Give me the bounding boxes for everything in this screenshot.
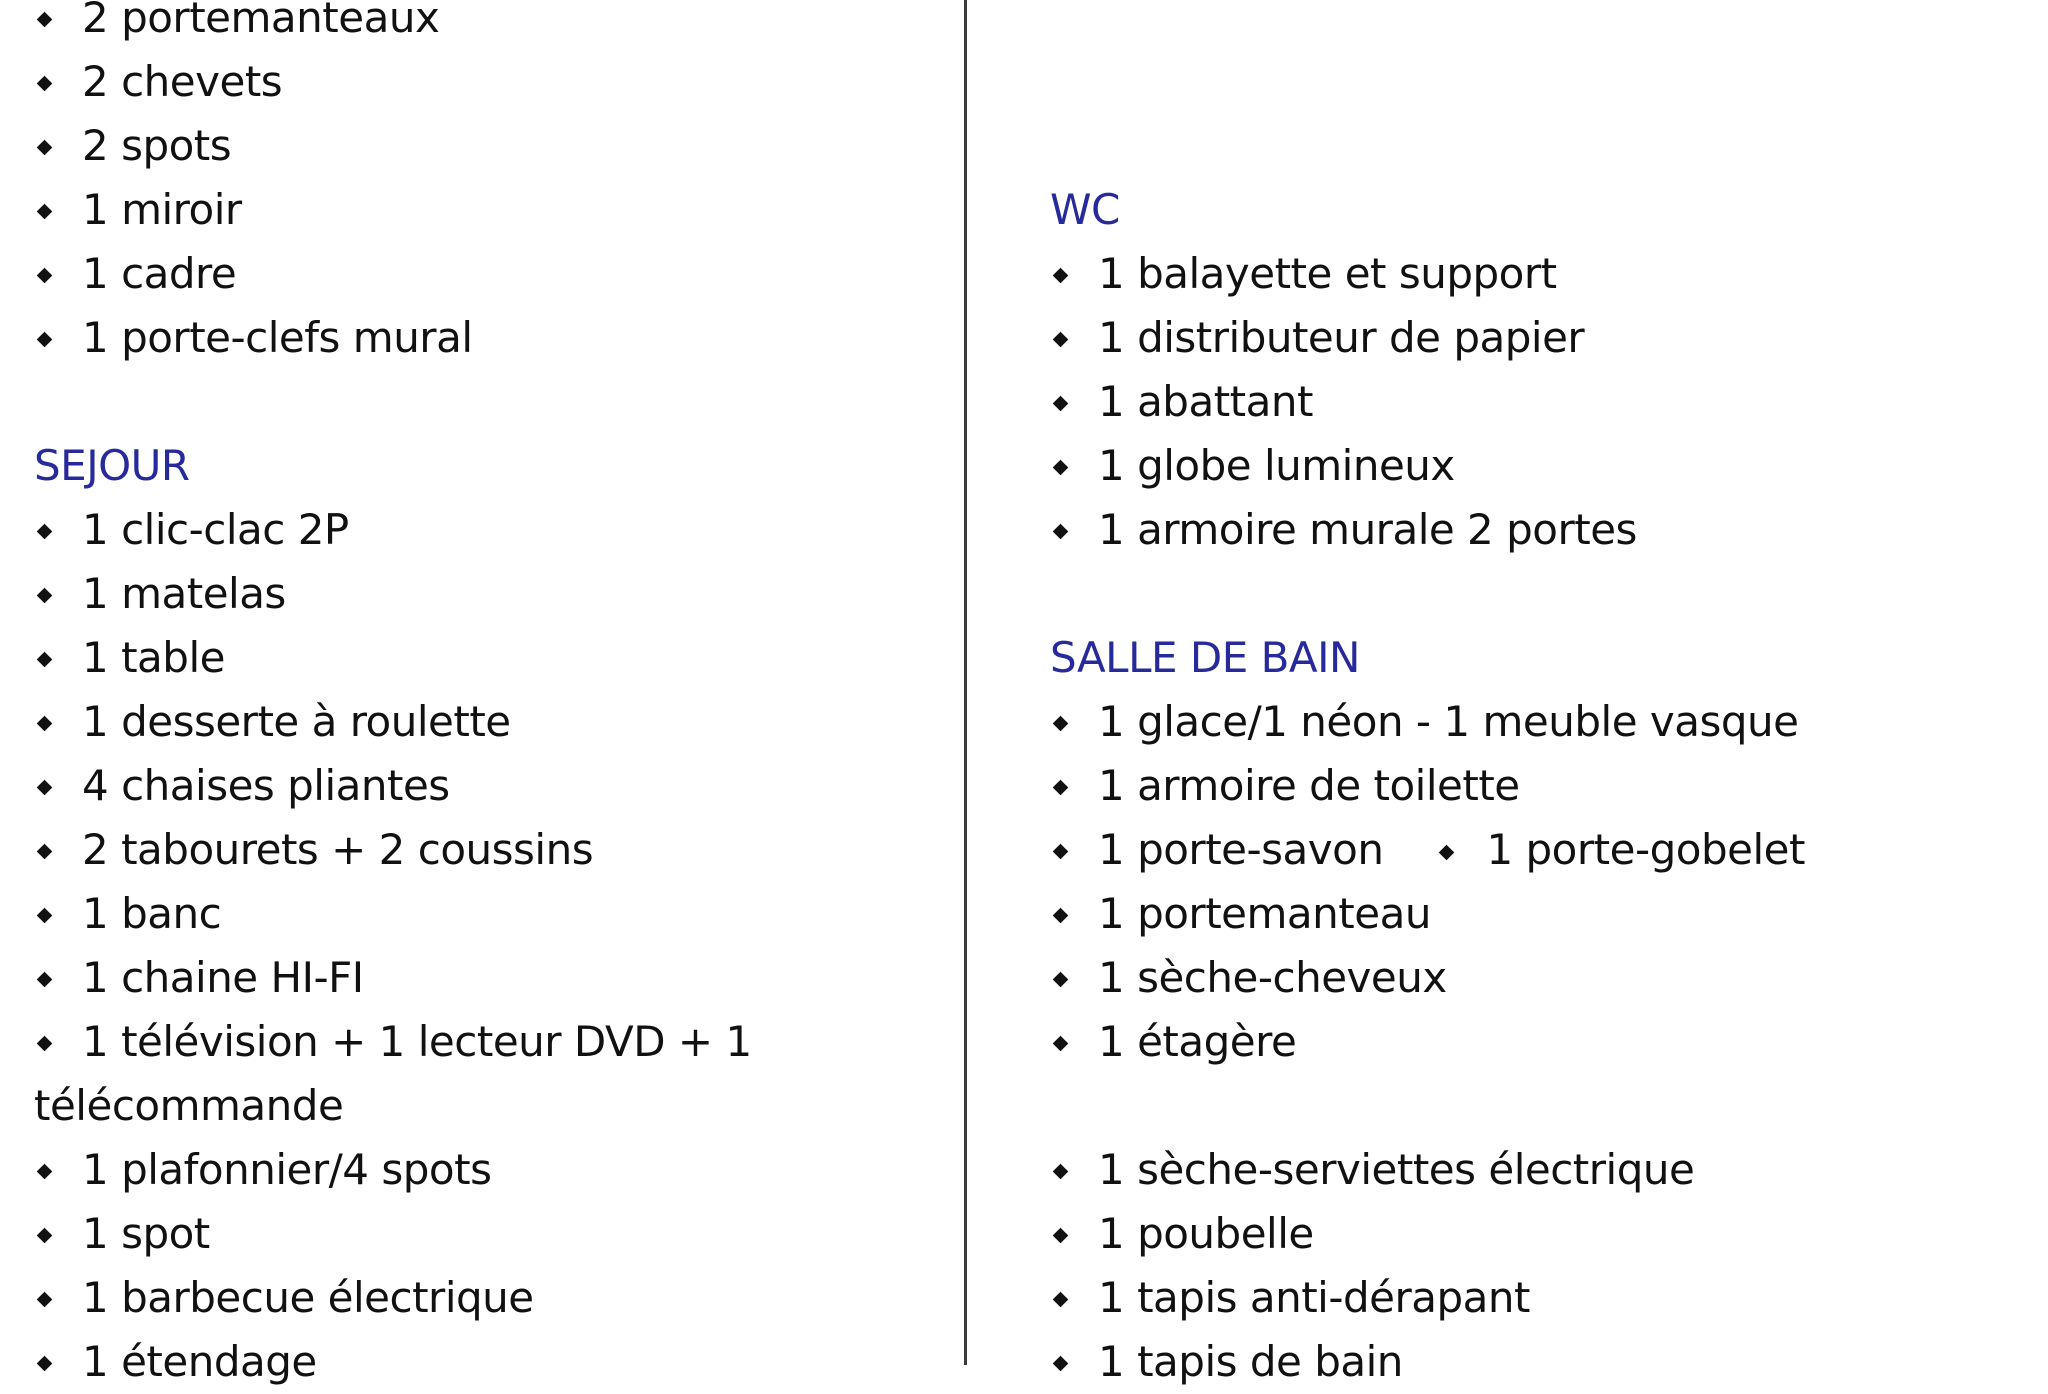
bullet-icon xyxy=(1053,1228,1069,1244)
section-title-salle-de-bain: SALLE DE BAIN xyxy=(1050,633,1360,682)
bullet-icon xyxy=(37,1164,53,1180)
bullet-icon xyxy=(1053,716,1069,732)
bullet-icon xyxy=(37,1356,53,1372)
list-item: 1 sèche-serviettes électrique xyxy=(1050,1138,1694,1202)
bullet-icon xyxy=(37,1036,53,1052)
bullet-icon xyxy=(37,1292,53,1308)
bullet-icon xyxy=(37,1228,53,1244)
list-item: 1 globe lumineux xyxy=(1050,434,1455,498)
list-item: 1 barbecue électrique xyxy=(34,1266,534,1330)
bullet-icon xyxy=(37,140,53,156)
list-item: 4 chaises pliantes xyxy=(34,754,450,818)
list-item-continuation: télécommande xyxy=(34,1081,344,1130)
bullet-icon xyxy=(1053,844,1069,860)
bullet-icon xyxy=(37,716,53,732)
bullet-icon xyxy=(1053,1164,1069,1180)
list-item: 2 chevets xyxy=(34,50,282,114)
bullet-icon xyxy=(1053,908,1069,924)
bullet-icon xyxy=(1439,845,1455,861)
section-title-wc: WC xyxy=(1050,185,1120,234)
bullet-icon xyxy=(1053,1036,1069,1052)
list-item: 1 poubelle xyxy=(1050,1202,1314,1266)
list-item: 1 clic-clac 2P xyxy=(34,498,349,562)
list-item: 1 spot xyxy=(34,1202,210,1266)
list-item: 1 chaine HI-FI xyxy=(34,946,364,1010)
bullet-icon xyxy=(1053,780,1069,796)
list-item: 1 miroir xyxy=(34,178,242,242)
bullet-icon xyxy=(37,12,53,28)
bullet-icon xyxy=(1053,1356,1069,1372)
bullet-icon xyxy=(1053,972,1069,988)
bullet-icon xyxy=(37,76,53,92)
list-item: 1 étendage xyxy=(34,1330,317,1394)
list-item: 1 étagère xyxy=(1050,1010,1296,1074)
list-item: 1 cadre xyxy=(34,242,236,306)
list-item: 1 desserte à roulette xyxy=(34,690,511,754)
bullet-icon xyxy=(37,844,53,860)
list-item: 1 balayette et support xyxy=(1050,242,1557,306)
bullet-icon xyxy=(37,204,53,220)
list-item: 1 télévision + 1 lecteur DVD + 1 xyxy=(34,1010,752,1074)
bullet-icon xyxy=(1053,396,1069,412)
bullet-icon xyxy=(37,588,53,604)
list-item: 1 abattant xyxy=(1050,370,1313,434)
list-item: 1 table xyxy=(34,626,225,690)
list-item: 1 tapis de bain xyxy=(1050,1330,1403,1394)
bullet-icon xyxy=(37,908,53,924)
list-item: 1 porte-clefs mural xyxy=(34,306,472,370)
list-item: 1 matelas xyxy=(34,562,286,626)
list-item: 1 armoire murale 2 portes xyxy=(1050,498,1637,562)
bullet-icon xyxy=(37,972,53,988)
list-item: 1 armoire de toilette xyxy=(1050,754,1520,818)
list-item: 1 sèche-cheveux xyxy=(1050,946,1447,1010)
list-item: 2 portemanteaux xyxy=(34,0,439,50)
bullet-icon xyxy=(37,268,53,284)
column-divider xyxy=(964,0,967,1365)
bullet-icon xyxy=(37,652,53,668)
list-item: 1 porte-savon 1 porte-gobelet xyxy=(1050,818,1805,882)
bullet-icon xyxy=(1053,268,1069,284)
bullet-icon xyxy=(1053,524,1069,540)
bullet-icon xyxy=(1053,460,1069,476)
bullet-icon xyxy=(37,780,53,796)
bullet-icon xyxy=(1053,332,1069,348)
list-item: 1 plafonnier/4 spots xyxy=(34,1138,491,1202)
list-item: 2 tabourets + 2 coussins xyxy=(34,818,593,882)
list-item: 1 portemanteau xyxy=(1050,882,1431,946)
list-item: 1 distributeur de papier xyxy=(1050,306,1584,370)
list-item: 1 glace/1 néon - 1 meuble vasque xyxy=(1050,690,1798,754)
list-item: 2 spots xyxy=(34,114,231,178)
bullet-icon xyxy=(37,524,53,540)
list-item: 1 banc xyxy=(34,882,221,946)
bullet-icon xyxy=(37,332,53,348)
section-title-sejour: SEJOUR xyxy=(34,441,190,490)
list-item: 1 tapis anti-dérapant xyxy=(1050,1266,1530,1330)
bullet-icon xyxy=(1053,1292,1069,1308)
